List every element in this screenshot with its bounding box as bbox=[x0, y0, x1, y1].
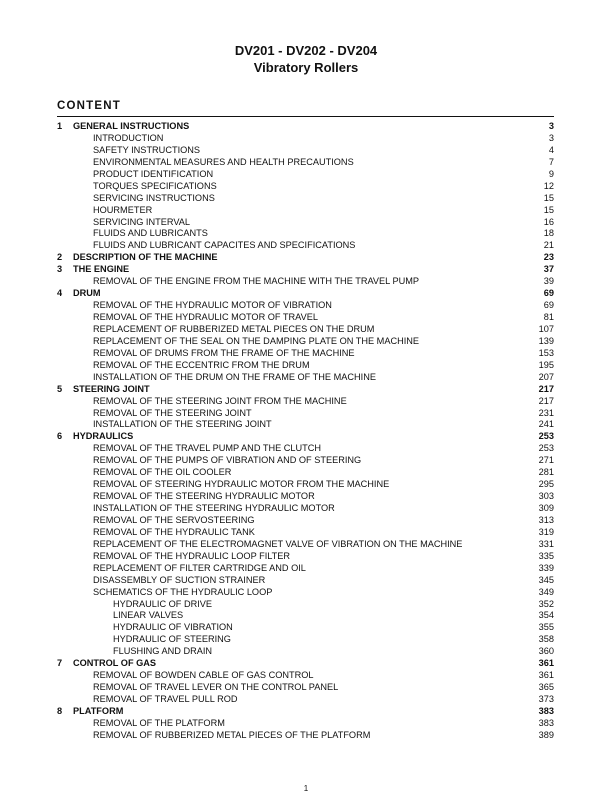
toc-page-number: 253 bbox=[538, 443, 554, 454]
toc-entry-row[interactable] bbox=[57, 372, 554, 384]
toc-entry-row[interactable] bbox=[57, 599, 554, 611]
toc-entry-label: REMOVAL OF BOWDEN CABLE OF GAS CONTROL bbox=[93, 670, 314, 681]
toc-entry-row[interactable] bbox=[57, 670, 554, 682]
toc-section-row[interactable] bbox=[57, 121, 554, 133]
toc-entry-row[interactable] bbox=[57, 312, 554, 324]
toc-entry-row[interactable] bbox=[57, 730, 554, 742]
toc-entry-label: REMOVAL OF THE PLATFORM bbox=[93, 717, 225, 728]
toc-entry-label: INSTALLATION OF THE STEERING JOINT bbox=[93, 419, 272, 430]
toc-page-number: 383 bbox=[538, 717, 554, 728]
table-of-contents bbox=[57, 121, 554, 742]
toc-page-number: 12 bbox=[543, 180, 554, 191]
toc-page-number: 335 bbox=[538, 550, 554, 561]
toc-page-number: 217 bbox=[538, 383, 554, 394]
heading-divider bbox=[57, 116, 554, 117]
toc-entry-row[interactable] bbox=[57, 539, 554, 551]
toc-entry-label: PRODUCT IDENTIFICATION bbox=[93, 168, 214, 179]
toc-section-number: 5 bbox=[57, 383, 63, 394]
toc-section-row[interactable] bbox=[57, 431, 554, 443]
toc-entry-label: SERVICING INTERVAL bbox=[93, 216, 191, 227]
toc-entry-label: REMOVAL OF RUBBERIZED METAL PIECES OF THE PLATFORM bbox=[93, 729, 371, 740]
toc-page-number: 39 bbox=[543, 276, 554, 287]
toc-page-number: 9 bbox=[548, 168, 554, 179]
toc-page-number: 361 bbox=[538, 670, 554, 681]
toc-entry-row[interactable] bbox=[57, 324, 554, 336]
toc-entry-label: TORQUES SPECIFICATIONS bbox=[93, 180, 217, 191]
toc-entry-row[interactable] bbox=[57, 276, 554, 288]
toc-section-row[interactable] bbox=[57, 252, 554, 264]
toc-entry-row[interactable] bbox=[57, 300, 554, 312]
toc-entry-label: REMOVAL OF THE ECCENTRIC FROM THE DRUM bbox=[93, 359, 310, 370]
toc-entry-label: FLUIDS AND LUBRICANTS bbox=[93, 228, 208, 239]
toc-entry-row[interactable] bbox=[57, 491, 554, 503]
toc-section-row[interactable] bbox=[57, 706, 554, 718]
toc-page-number: 383 bbox=[538, 705, 554, 716]
toc-entry-row[interactable] bbox=[57, 145, 554, 157]
toc-entry-label: REMOVAL OF DRUMS FROM THE FRAME OF THE MACHINE bbox=[93, 347, 355, 358]
toc-entry-label: GENERAL INSTRUCTIONS bbox=[73, 121, 190, 131]
toc-page-number: 352 bbox=[538, 598, 554, 609]
toc-entry-label: REMOVAL OF THE TRAVEL PUMP AND THE CLUTCH bbox=[93, 443, 322, 454]
toc-page-number: 217 bbox=[538, 395, 554, 406]
page-number: 1 bbox=[303, 784, 309, 793]
toc-section-number: 7 bbox=[57, 658, 63, 669]
toc-page-number: 153 bbox=[538, 347, 554, 358]
toc-entry-row[interactable] bbox=[57, 157, 554, 169]
toc-section-number: 8 bbox=[57, 705, 63, 716]
toc-entry-label: HYDRAULICS bbox=[73, 431, 134, 442]
toc-entry-row[interactable] bbox=[57, 443, 554, 455]
toc-entry-row[interactable] bbox=[57, 682, 554, 694]
toc-entry-label: REMOVAL OF THE HYDRAULIC MOTOR OF VIBRATION bbox=[93, 300, 332, 311]
toc-entry-row[interactable] bbox=[57, 479, 554, 491]
toc-page-number: 3 bbox=[548, 121, 554, 131]
toc-page-number: 37 bbox=[543, 264, 554, 275]
toc-entry-label: SCHEMATICS OF THE HYDRAULIC LOOP bbox=[93, 586, 273, 597]
toc-entry-row[interactable] bbox=[57, 396, 554, 408]
toc-entry-label: HOURMETER bbox=[93, 204, 153, 215]
toc-section-number: 1 bbox=[57, 121, 63, 131]
toc-page-number: 253 bbox=[538, 431, 554, 442]
toc-page-number: 81 bbox=[543, 312, 554, 322]
toc-entry-label: REMOVAL OF THE HYDRAULIC MOTOR OF TRAVEL bbox=[93, 312, 318, 322]
toc-entry-row[interactable] bbox=[57, 467, 554, 479]
toc-entry-row[interactable] bbox=[57, 133, 554, 145]
toc-section-row[interactable] bbox=[57, 288, 554, 300]
toc-page-number: 373 bbox=[538, 694, 554, 704]
toc-entry-label: PLATFORM bbox=[73, 705, 124, 716]
toc-entry-row[interactable] bbox=[57, 515, 554, 527]
toc-entry-label: REMOVAL OF THE HYDRAULIC LOOP FILTER bbox=[93, 550, 291, 561]
toc-page-number: 281 bbox=[538, 467, 554, 478]
toc-entry-label: FLUSHING AND DRAIN bbox=[113, 646, 213, 657]
toc-section-row[interactable] bbox=[57, 384, 554, 396]
toc-entry-row[interactable] bbox=[57, 336, 554, 348]
toc-page-number: 358 bbox=[538, 634, 554, 645]
toc-entry-label: STEERING JOINT bbox=[73, 383, 150, 394]
toc-entry-row[interactable] bbox=[57, 634, 554, 646]
toc-page-number: 15 bbox=[543, 192, 554, 203]
toc-page-number: 139 bbox=[538, 335, 554, 346]
toc-page-number: 361 bbox=[538, 658, 554, 669]
toc-page-number: 241 bbox=[538, 419, 554, 430]
toc-section-row[interactable] bbox=[57, 264, 554, 276]
toc-entry-row[interactable] bbox=[57, 575, 554, 587]
toc-page-number: 339 bbox=[538, 562, 554, 573]
toc-entry-label: REMOVAL OF THE PUMPS OF VIBRATION AND OF STEERING bbox=[93, 455, 362, 466]
toc-section-number: 6 bbox=[57, 431, 63, 442]
content-heading: CONTENT bbox=[57, 100, 121, 112]
toc-page-number: 21 bbox=[543, 240, 554, 251]
toc-section-number: 3 bbox=[57, 264, 63, 275]
toc-page-number: 23 bbox=[543, 252, 554, 263]
toc-section-number: 2 bbox=[57, 252, 63, 263]
toc-entry-row[interactable] bbox=[57, 181, 554, 193]
toc-page-number: 16 bbox=[543, 216, 554, 227]
toc-entry-label: HYDRAULIC OF STEERING bbox=[113, 634, 231, 645]
toc-section-number: 4 bbox=[57, 288, 63, 299]
toc-entry-row[interactable] bbox=[57, 694, 554, 706]
toc-entry-row[interactable] bbox=[57, 205, 554, 217]
toc-page-number: 231 bbox=[538, 407, 554, 418]
toc-entry-label: REMOVAL OF THE SERVOSTEERING bbox=[93, 514, 255, 525]
toc-entry-row[interactable] bbox=[57, 360, 554, 372]
toc-entry-label: REMOVAL OF THE ENGINE FROM THE MACHINE WITH THE TRAVEL PUMP bbox=[93, 276, 420, 287]
toc-page-number: 207 bbox=[538, 371, 554, 382]
toc-entry-row[interactable] bbox=[57, 622, 554, 634]
toc-page-number: 349 bbox=[538, 586, 554, 597]
toc-page-number: 107 bbox=[538, 323, 554, 334]
toc-entry-row[interactable] bbox=[57, 217, 554, 229]
toc-entry-label: LINEAR VALVES bbox=[113, 610, 184, 621]
toc-page-number: 69 bbox=[543, 300, 554, 311]
toc-entry-row[interactable] bbox=[57, 610, 554, 622]
toc-section-row[interactable] bbox=[57, 658, 554, 670]
toc-entry-label: REMOVAL OF STEERING HYDRAULIC MOTOR FROM THE MACHINE bbox=[93, 479, 390, 490]
toc-entry-label: REMOVAL OF TRAVEL PULL ROD bbox=[93, 694, 238, 704]
toc-entry-label: REMOVAL OF THE STEERING JOINT FROM THE MACHINE bbox=[93, 395, 347, 406]
toc-entry-label: INTRODUCTION bbox=[93, 132, 164, 143]
toc-entry-label: DISASSEMBLY OF SUCTION STRAINER bbox=[93, 574, 266, 585]
toc-entry-label: REPLACEMENT OF THE ELECTROMAGNET VALVE OF VIBRATION ON THE MACHINE bbox=[93, 538, 463, 549]
toc-entry-label: FLUIDS AND LUBRICANT CAPACITES AND SPECIFICATIONS bbox=[93, 240, 356, 251]
toc-entry-label: REMOVAL OF THE STEERING HYDRAULIC MOTOR bbox=[93, 491, 315, 502]
toc-entry-row[interactable] bbox=[57, 503, 554, 515]
toc-page-number: 319 bbox=[538, 526, 554, 537]
toc-page-number: 303 bbox=[538, 491, 554, 502]
toc-entry-label: REMOVAL OF THE OIL COOLER bbox=[93, 467, 232, 478]
toc-page-number: 7 bbox=[548, 156, 554, 167]
toc-entry-row[interactable] bbox=[57, 587, 554, 599]
toc-entry-row[interactable] bbox=[57, 193, 554, 205]
toc-entry-row[interactable] bbox=[57, 718, 554, 730]
toc-entry-row[interactable] bbox=[57, 527, 554, 539]
document-title: DV201 - DV202 - DV204 bbox=[234, 43, 378, 58]
toc-entry-label: CONTROL OF GAS bbox=[73, 658, 157, 669]
toc-page-number: 18 bbox=[543, 228, 554, 239]
toc-entry-label: DESCRIPTION OF THE MACHINE bbox=[73, 252, 218, 263]
toc-page-number: 15 bbox=[543, 204, 554, 215]
toc-entry-label: REMOVAL OF THE HYDRAULIC TANK bbox=[93, 526, 255, 537]
toc-entry-row[interactable] bbox=[57, 419, 554, 431]
toc-page-number: 69 bbox=[543, 288, 554, 299]
toc-entry-row[interactable] bbox=[57, 348, 554, 360]
toc-page-number: 271 bbox=[538, 455, 554, 466]
toc-entry-row[interactable] bbox=[57, 455, 554, 467]
toc-entry-label: REPLACEMENT OF FILTER CARTRIDGE AND OIL bbox=[93, 562, 306, 573]
toc-page-number: 354 bbox=[538, 610, 554, 621]
toc-entry-label: INSTALLATION OF THE STEERING HYDRAULIC MOTOR bbox=[93, 503, 335, 513]
toc-entry-label: HYDRAULIC OF VIBRATION bbox=[113, 622, 233, 633]
toc-page-number: 345 bbox=[538, 574, 554, 585]
toc-entry-row[interactable] bbox=[57, 551, 554, 563]
toc-entry-row[interactable] bbox=[57, 408, 554, 420]
toc-entry-label: REMOVAL OF TRAVEL LEVER ON THE CONTROL PANEL bbox=[93, 682, 339, 693]
toc-entry-row[interactable] bbox=[57, 169, 554, 181]
toc-page-number: 389 bbox=[538, 729, 554, 740]
toc-entry-row[interactable] bbox=[57, 240, 554, 252]
toc-entry-row[interactable] bbox=[57, 563, 554, 575]
toc-entry-label: REMOVAL OF THE STEERING JOINT bbox=[93, 407, 252, 418]
toc-entry-label: REPLACEMENT OF THE SEAL ON THE DAMPING PLATE ON THE MACHINE bbox=[93, 335, 420, 346]
toc-page-number: 365 bbox=[538, 682, 554, 693]
toc-page-number: 3 bbox=[548, 132, 554, 143]
toc-entry-label: INSTALLATION OF THE DRUM ON THE FRAME OF THE MACHINE bbox=[93, 371, 376, 382]
toc-page-number: 355 bbox=[538, 622, 554, 633]
toc-entry-label: HYDRAULIC OF DRIVE bbox=[113, 598, 213, 609]
document-subtitle: Vibratory Rollers bbox=[253, 60, 359, 75]
toc-page-number: 331 bbox=[538, 538, 554, 549]
toc-entry-label: THE ENGINE bbox=[73, 264, 130, 275]
toc-page-number: 295 bbox=[538, 479, 554, 490]
toc-entry-label: DRUM bbox=[73, 288, 101, 299]
toc-page-number: 360 bbox=[538, 646, 554, 657]
toc-entry-label: SAFETY INSTRUCTIONS bbox=[93, 144, 201, 155]
toc-page-number: 309 bbox=[538, 503, 554, 513]
toc-page-number: 195 bbox=[538, 359, 554, 370]
toc-entry-label: REPLACEMENT OF RUBBERIZED METAL PIECES ON THE DRUM bbox=[93, 323, 375, 334]
toc-entry-row[interactable] bbox=[57, 646, 554, 658]
toc-entry-label: SERVICING INSTRUCTIONS bbox=[93, 192, 215, 203]
toc-page-number: 4 bbox=[548, 144, 554, 155]
toc-page-number: 313 bbox=[538, 514, 554, 525]
toc-entry-label: ENVIRONMENTAL MEASURES AND HEALTH PRECAUTIONS bbox=[93, 156, 354, 167]
toc-entry-row[interactable] bbox=[57, 228, 554, 240]
